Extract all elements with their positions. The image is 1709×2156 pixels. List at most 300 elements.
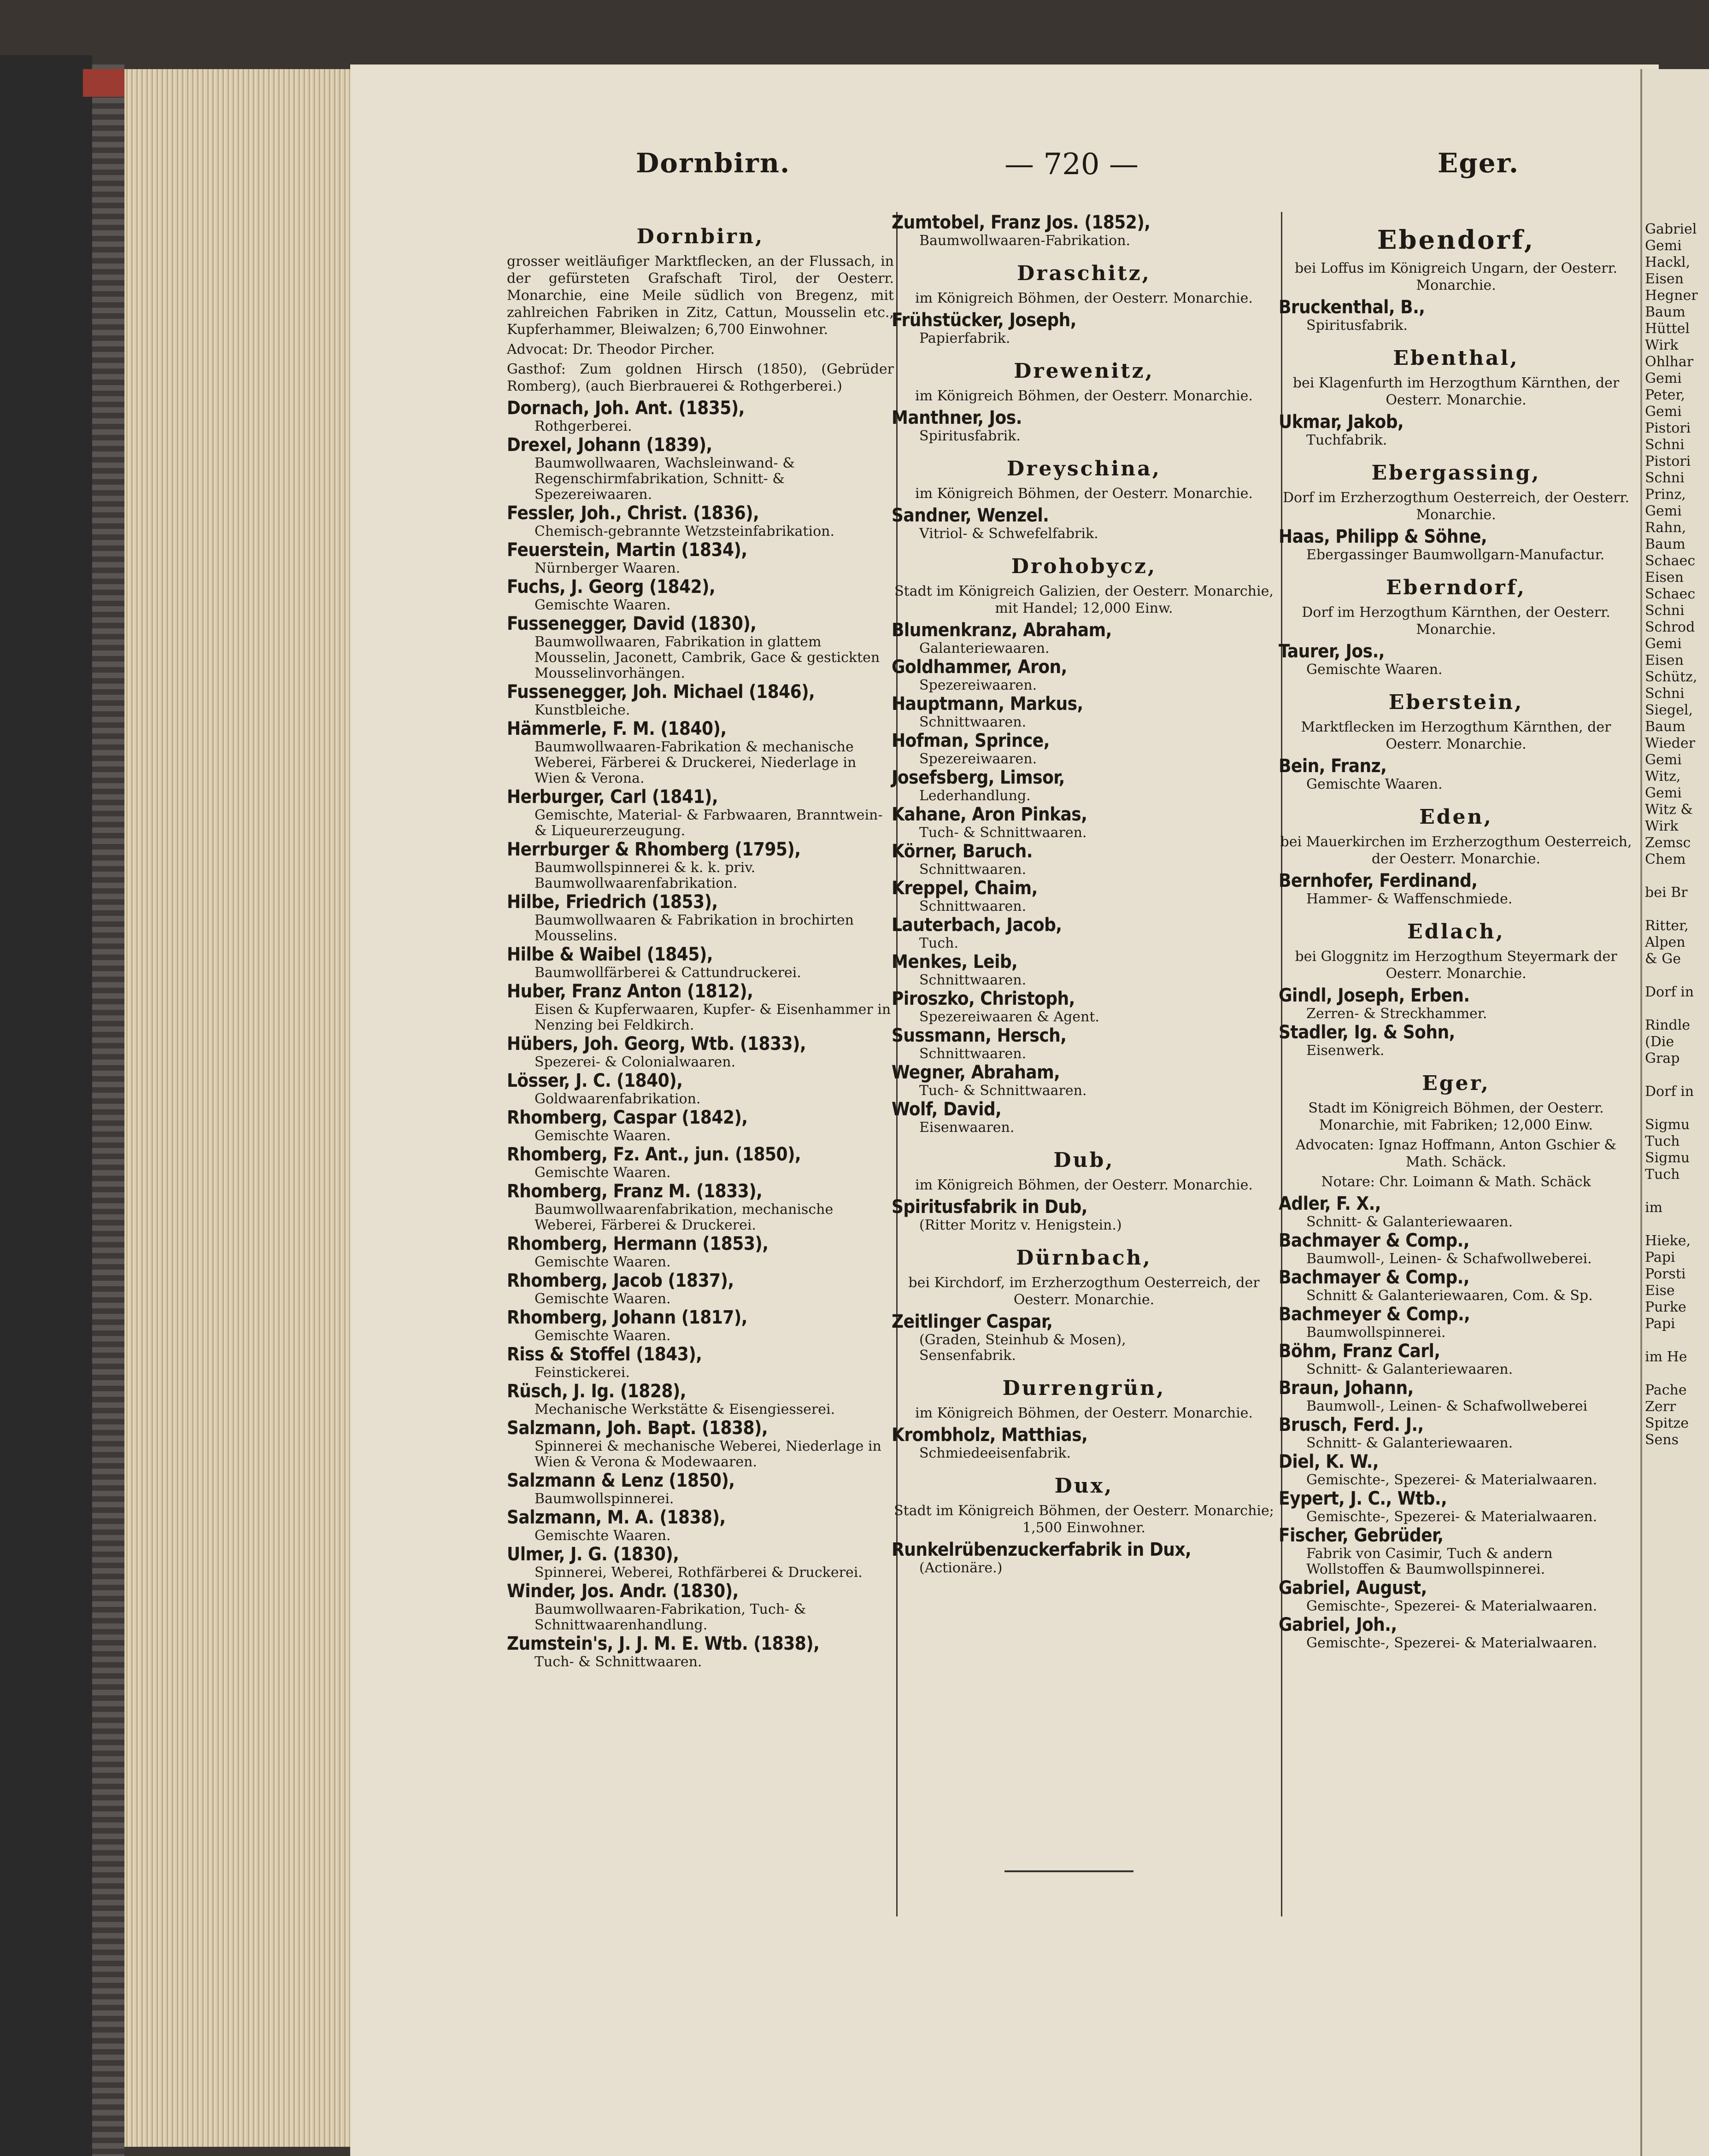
place-heading: Dreyschina,	[1007, 457, 1161, 480]
firm-description: Galanteriewaaren.	[919, 640, 1050, 656]
place-heading: Drewenitz,	[1014, 359, 1154, 383]
firm-name: Blumenkranz, Abraham,	[892, 620, 1112, 641]
directory-entry	[892, 212, 1276, 249]
directory-entry	[892, 878, 1276, 914]
firm-name: Rhomberg, Franz M. (1833),	[507, 1181, 763, 1202]
firm-description: Baumwollspinnerei.	[1306, 1324, 1446, 1341]
firm-name: Lösser, J. C. (1840),	[507, 1070, 683, 1091]
place-description: bei Mauerkirchen im Erzherzogthum Oesterreich, der Oesterr. Monarchie.	[1280, 834, 1632, 867]
place-heading: Dornbirn,	[636, 225, 764, 248]
directory-entry	[1279, 756, 1633, 792]
directory-entry	[507, 1307, 894, 1344]
next-page-text: Schaec	[1645, 586, 1696, 602]
firm-description: Gemischte-, Spezerei- & Materialwaaren.	[1306, 1635, 1597, 1651]
column-2	[892, 212, 1276, 1576]
firm-name: Feuerstein, Martin (1834),	[507, 539, 747, 561]
place-description: Advocaten: Ignaz Hoffmann, Anton Gschier & Math. Schäck.	[1296, 1137, 1616, 1170]
next-page-text: Gemi	[1645, 404, 1682, 420]
directory-entry	[507, 944, 894, 981]
next-page-fragment	[1640, 69, 1709, 2156]
firm-name: Eypert, J. C., Wtb.,	[1279, 1488, 1447, 1509]
firm-name: Menkes, Leib,	[892, 951, 1018, 973]
firm-description: Gemischte Waaren.	[534, 1254, 671, 1270]
next-page-text	[1642, 868, 1709, 885]
firm-name: Taurer, Jos.,	[1279, 641, 1385, 662]
firm-name: Fuchs, J. Georg (1842),	[507, 576, 716, 598]
firm-description: Spinnerei & mechanische Weberei, Niederlage in Wien & Verona & Modewaaren.	[534, 1438, 881, 1470]
place-heading: Dux,	[1054, 1474, 1114, 1498]
firm-name: Dornach, Joh. Ant. (1835),	[507, 398, 745, 419]
firm-name: Huber, Franz Anton (1812),	[507, 981, 753, 1002]
directory-entry	[507, 1381, 894, 1418]
next-page-text: Baum	[1645, 719, 1686, 735]
directory-entry	[1279, 1488, 1633, 1525]
directory-entry	[507, 786, 894, 839]
firm-name: Goldhammer, Aron,	[892, 656, 1067, 678]
directory-entry	[507, 718, 894, 786]
next-page-text	[1642, 1332, 1709, 1349]
firm-description: Chemisch-gebrannte Wetzsteinfabrikation.	[534, 523, 834, 539]
firm-name: Bruckenthal, B.,	[1279, 297, 1425, 318]
firm-name: Fischer, Gebrüder,	[1279, 1525, 1444, 1546]
place-heading: Edlach,	[1407, 920, 1505, 943]
firm-description: Baumwollwaarenfabrikation, mechanische Weberei, Färberei & Druckerei.	[534, 1201, 834, 1233]
place-description: bei Gloggnitz im Herzogthum Steyermark der Oesterr. Monarchie.	[1295, 949, 1617, 982]
next-page-text: Tuch	[1645, 1133, 1680, 1149]
firm-name: Hofman, Sprince,	[892, 730, 1050, 751]
next-page-text: Sigmu	[1645, 1150, 1690, 1166]
firm-description: Gemischte Waaren.	[1306, 776, 1443, 792]
firm-description: Gemischte Waaren.	[534, 1165, 671, 1181]
directory-entry	[892, 914, 1276, 951]
place-description: im Königreich Böhmen, der Oesterr. Monarchie.	[915, 388, 1253, 404]
firm-name: Rhomberg, Hermann (1853),	[507, 1233, 769, 1254]
firm-description: Tuch- & Schnittwaaren.	[919, 825, 1087, 841]
firm-description: Papierfabrik.	[919, 330, 1010, 346]
place-heading: Ebendorf,	[1377, 225, 1535, 255]
firm-description: Sensenfabrik.	[919, 1348, 1016, 1364]
firm-description: Gemischte Waaren.	[534, 1128, 671, 1144]
directory-entry	[507, 503, 894, 539]
firm-name: Josefsberg, Limsor,	[892, 767, 1065, 788]
directory-entry	[507, 1418, 894, 1470]
firm-name: Hilbe & Waibel (1845),	[507, 944, 713, 965]
firm-name: Rhomberg, Fz. Ant., jun. (1850),	[507, 1144, 801, 1165]
firm-description: Kunstbleiche.	[534, 702, 630, 718]
firm-description: Schnitt- & Galanteriewaaren.	[1306, 1214, 1513, 1230]
directory-entry	[507, 1181, 894, 1233]
next-page-text: Chem	[1645, 851, 1686, 867]
firm-name: Haas, Philipp & Söhne,	[1279, 526, 1487, 547]
directory-entry	[892, 988, 1276, 1025]
firm-name: Lauterbach, Jacob,	[892, 914, 1062, 936]
firm-name: Salzmann, M. A. (1838),	[507, 1507, 726, 1528]
directory-entry	[507, 891, 894, 944]
next-page-text: Ritter,	[1645, 918, 1689, 934]
firm-description: Eisenwerk.	[1306, 1043, 1385, 1059]
next-page-text: Schni	[1645, 685, 1685, 702]
firm-description: Feinstickerei.	[534, 1365, 630, 1381]
directory-entry	[507, 1233, 894, 1270]
end-rule	[1004, 1870, 1133, 1872]
firm-name: Riss & Stoffel (1843),	[507, 1344, 702, 1365]
directory-entry	[507, 613, 894, 681]
place-heading: Eger,	[1422, 1072, 1490, 1095]
firm-description: (Actionäre.)	[919, 1560, 1003, 1576]
place-description: grosser weitläufiger Marktflecken, an der Flussach, in der gefürsteten Grafschaft Tirol, der Oesterr. Monarchie, eine Meile südlich von Bregenz, mit zahlreichen Fabriken in Zitz, Cattun, Mousselin etc., Kupferhammer, Bleiwalzen; 6,700 Einwohner.	[507, 253, 894, 338]
firm-description: Baumwoll-, Leinen- & Schafwollweberei	[1306, 1398, 1588, 1414]
page-number: — 720 —	[1004, 147, 1139, 182]
firm-description: Goldwaarenfabrikation.	[534, 1091, 701, 1107]
next-page-text: Eise	[1645, 1283, 1675, 1299]
firm-name: Piroszko, Christoph,	[892, 988, 1075, 1009]
firm-name: Wolf, David,	[892, 1099, 1002, 1120]
next-page-text: Prinz,	[1645, 486, 1686, 503]
directory-entry	[1279, 526, 1633, 563]
directory-entry	[1279, 1304, 1633, 1341]
next-page-text: Porsti	[1645, 1266, 1686, 1282]
firm-description: Schmiedeeisenfabrik.	[919, 1445, 1071, 1461]
firm-name: Winder, Jos. Andr. (1830),	[507, 1581, 739, 1602]
firm-name: Bernhofer, Ferdinand,	[1279, 870, 1478, 891]
directory-entry	[1279, 1230, 1633, 1267]
firm-name: Hämmerle, F. M. (1840),	[507, 718, 727, 739]
firm-description: Baumwollwaaren-Fabrikation & mechanische Weberei, Färberei & Druckerei, Niederlage in Wien & Verona.	[534, 739, 857, 786]
directory-entry	[1279, 1451, 1633, 1488]
directory-entry	[1279, 1614, 1633, 1651]
book-binding	[0, 55, 92, 2156]
firm-name: Körner, Baruch.	[892, 841, 1033, 862]
directory-entry	[507, 1270, 894, 1307]
place-description: Stadt im Königreich Böhmen, der Oesterr. Monarchie; 1,500 Einwohner.	[894, 1503, 1274, 1536]
next-page-text: Witz &	[1645, 802, 1693, 818]
firm-description: Gemischte Waaren.	[534, 1328, 671, 1344]
directory-entry	[1279, 1525, 1633, 1577]
next-page-text: Eisen	[1645, 652, 1684, 668]
next-page-text: Hüttel	[1645, 321, 1690, 337]
directory-entry	[507, 1507, 894, 1544]
firm-name: Manthner, Jos.	[892, 407, 1022, 428]
next-page-text: Gemi	[1645, 370, 1682, 387]
next-page-text: Wirk	[1645, 337, 1679, 353]
directory-entry	[892, 1424, 1276, 1461]
firm-name: Runkelrübenzuckerfabrik in Dux,	[892, 1539, 1192, 1560]
firm-description: Spinnerei, Weberei, Rothfärberei & Druckerei.	[534, 1564, 863, 1581]
place-description: Advocat: Dr. Theodor Pircher.	[507, 341, 715, 357]
directory-entry	[892, 656, 1276, 693]
directory-entry	[507, 1070, 894, 1107]
firm-description: Spiritusfabrik.	[1306, 317, 1408, 334]
next-page-text: Ohlhar	[1645, 354, 1694, 370]
next-page-text: Schrod	[1645, 619, 1695, 635]
firm-name: Salzmann, Joh. Bapt. (1838),	[507, 1418, 768, 1439]
next-page-text: Gemi	[1645, 636, 1682, 652]
next-page-text: Eisen	[1645, 271, 1684, 287]
directory-entry	[507, 1470, 894, 1507]
firm-description: Spezerei- & Colonialwaaren.	[534, 1054, 736, 1070]
firm-description: Baumwollwaaren-Fabrikation.	[919, 233, 1131, 249]
firm-name: Bein, Franz,	[1279, 756, 1387, 777]
place-description: bei Klagenfurth im Herzogthum Kärnthen, der Oesterr. Monarchie.	[1292, 375, 1620, 408]
place-description: Marktflecken im Herzogthum Kärnthen, der Oesterr. Monarchie.	[1301, 719, 1611, 752]
next-page-text: Gemi	[1645, 752, 1682, 768]
directory-entry	[1279, 1577, 1633, 1614]
firm-name: Rüsch, J. Ig. (1828),	[507, 1381, 687, 1402]
firm-description: Baumwollspinnerei.	[534, 1491, 674, 1507]
next-page-text: Papi	[1645, 1249, 1675, 1265]
firm-description: Hammer- & Waffenschmiede.	[1306, 891, 1513, 907]
next-page-text: Peter,	[1645, 387, 1685, 403]
place-heading: Drohobycz,	[1011, 555, 1157, 578]
next-page-text: Dorf in	[1645, 984, 1694, 1000]
running-head-left: Dornbirn.	[636, 147, 791, 179]
firm-name: Herburger, Carl (1841),	[507, 786, 718, 808]
directory-entry	[892, 693, 1276, 730]
directory-entry	[892, 804, 1276, 841]
firm-description: Baumwollspinnerei & k. k. priv. Baumwollwaarenfabrikation.	[534, 860, 756, 891]
next-page-text: Baum	[1645, 536, 1686, 552]
next-page-text: Eisen	[1645, 569, 1684, 586]
next-page-text: Zemsc	[1645, 835, 1691, 851]
firm-name: Krombholz, Matthias,	[892, 1424, 1088, 1446]
firm-name: Gindl, Joseph, Erben.	[1279, 985, 1470, 1006]
directory-entry	[1279, 1377, 1633, 1414]
firm-name: Diel, K. W.,	[1279, 1451, 1379, 1472]
firm-description: Vitriol- & Schwefelfabrik.	[919, 526, 1098, 542]
next-page-text: Grap	[1645, 1050, 1680, 1066]
place-description: im Königreich Böhmen, der Oesterr. Monarchie.	[915, 1177, 1253, 1193]
firm-name: Spiritusfabrik in Dub,	[892, 1196, 1087, 1218]
firm-name: Bachmayer & Comp.,	[1279, 1267, 1469, 1288]
directory-entry	[892, 407, 1276, 444]
directory-entry	[507, 839, 894, 891]
place-description: Gasthof: Zum goldnen Hirsch (1850), (Gebrüder Romberg), (auch Bierbrauerei & Rothgerberei.)	[507, 361, 894, 394]
place-heading: Dub,	[1053, 1148, 1115, 1172]
next-page-text: Tuch	[1645, 1166, 1680, 1183]
next-page-text: Pistori	[1645, 453, 1691, 469]
directory-entry	[507, 1033, 894, 1070]
firm-name: Frühstücker, Joseph,	[892, 310, 1076, 331]
firm-description: Gemischte Waaren.	[1306, 662, 1443, 678]
firm-name: Sussmann, Hersch,	[892, 1025, 1067, 1046]
next-page-text: Wieder	[1645, 735, 1695, 751]
firm-name: Hauptmann, Markus,	[892, 693, 1083, 715]
firm-description: Schnittwaaren.	[919, 898, 1027, 914]
firm-description: Baumwollwaaren & Fabrikation in brochirten Mousselins.	[534, 912, 854, 944]
firm-name: Rhomberg, Johann (1817),	[507, 1307, 747, 1328]
directory-entry	[892, 767, 1276, 804]
next-page-text: Pache	[1645, 1382, 1687, 1398]
firm-description: Schnitt & Galanteriewaaren, Com. & Sp.	[1306, 1288, 1593, 1304]
directory-entry	[1279, 641, 1633, 678]
next-page-text	[1642, 901, 1709, 918]
firm-name: Zumstein's, J. J. M. E. Wtb. (1838),	[507, 1633, 820, 1654]
next-page-text: Hackl,	[1645, 254, 1691, 270]
place-description: im Königreich Böhmen, der Oesterr. Monarchie.	[915, 486, 1253, 502]
next-page-text: Alpen	[1645, 934, 1686, 950]
firm-name: Wegner, Abraham,	[892, 1062, 1060, 1083]
firm-description: Rothgerberei.	[534, 418, 632, 434]
firm-description: Schnittwaaren.	[919, 1046, 1027, 1062]
firm-name: Herrburger & Rhomberg (1795),	[507, 839, 801, 860]
firm-name: Hübers, Joh. Georg, Wtb. (1833),	[507, 1033, 806, 1055]
place-description: bei Kirchdorf, im Erzherzogthum Oesterreich, der Oesterr. Monarchie.	[908, 1275, 1260, 1308]
firm-name: Stadler, Ig. & Sohn,	[1279, 1022, 1455, 1043]
firm-description: Baumwollwaaren, Wachsleinwand- & Regenschirmfabrikation, Schnitt- & Spezereiwaaren.	[534, 455, 795, 503]
directory-entry	[507, 398, 894, 434]
firm-name: Ulmer, J. G. (1830),	[507, 1544, 679, 1565]
directory-entry	[892, 1062, 1276, 1099]
place-description: Notare: Chr. Loimann & Math. Schäck	[1321, 1174, 1591, 1190]
firm-name: Zeitlinger Caspar,	[892, 1311, 1053, 1332]
place-description: bei Loffus im Königreich Ungarn, der Oesterr. Monarchie.	[1294, 260, 1618, 293]
firm-name: Bachmeyer & Comp.,	[1279, 1304, 1470, 1325]
directory-entry	[1279, 411, 1633, 448]
running-head-right: Eger.	[1438, 147, 1520, 179]
firm-name: Fessler, Joh., Christ. (1836),	[507, 503, 759, 524]
firm-description: Tuch.	[919, 935, 958, 951]
next-page-text: Schni	[1645, 437, 1685, 453]
directory-entry	[892, 1025, 1276, 1062]
directory-entry	[507, 539, 894, 576]
next-page-text: Zerr	[1645, 1399, 1676, 1415]
directory-entry	[892, 310, 1276, 346]
firm-name: Brusch, Ferd. J.,	[1279, 1414, 1424, 1435]
firm-description: Eisen & Kupferwaaren, Kupfer- & Eisenhammer in Nenzing bei Feldkirch.	[534, 1002, 891, 1033]
directory-entry	[507, 1633, 894, 1670]
next-page-text: Gemi	[1645, 238, 1682, 254]
firm-description: Ebergassinger Baumwollgarn-Manufactur.	[1306, 547, 1605, 563]
firm-description: Baumwollfärberei & Cattundruckerei.	[534, 965, 801, 981]
next-page-text: Pistori	[1645, 420, 1691, 436]
next-page-text: Schütz,	[1645, 669, 1697, 685]
next-page-text: Purke	[1645, 1299, 1686, 1315]
firm-description: Nürnberger Waaren.	[534, 560, 681, 576]
firm-description: Zerren- & Streckhammer.	[1306, 1006, 1487, 1022]
firm-name: Ukmar, Jakob,	[1279, 411, 1404, 433]
next-page-text	[1642, 1067, 1709, 1084]
next-page-text	[1642, 967, 1709, 984]
next-page-text: Sigmu	[1645, 1117, 1690, 1133]
directory-entry	[507, 1581, 894, 1633]
directory-entry	[892, 620, 1276, 656]
firm-description: Mechanische Werkstätte & Eisengiesserei.	[534, 1401, 835, 1418]
place-heading: Ebenthal,	[1393, 346, 1519, 370]
next-page-text	[1642, 1183, 1709, 1200]
firm-description: Schnittwaaren.	[919, 861, 1027, 878]
firm-description: Gemischte-, Spezerei- & Materialwaaren.	[1306, 1598, 1597, 1614]
next-page-text: Dorf in	[1645, 1084, 1694, 1100]
next-page-text: Schni	[1645, 603, 1685, 619]
firm-description: Baumwollwaaren-Fabrikation, Tuch- & Schnittwaarenhandlung.	[534, 1601, 806, 1633]
place-heading: Draschitz,	[1017, 262, 1151, 285]
firm-name: Rhomberg, Jacob (1837),	[507, 1270, 734, 1291]
directory-entry	[507, 1344, 894, 1381]
directory-entry	[1279, 1022, 1633, 1059]
column-1	[507, 212, 894, 1670]
firm-description: Schnittwaaren.	[919, 714, 1027, 730]
place-description: im Königreich Böhmen, der Oesterr. Monarchie.	[915, 290, 1253, 306]
firm-description: Spiritusfabrik.	[919, 428, 1021, 444]
next-page-text: Gabriel	[1645, 221, 1697, 237]
directory-entry	[892, 730, 1276, 767]
firm-name: Kahane, Aron Pinkas,	[892, 804, 1087, 825]
firm-name: Zumtobel, Franz Jos. (1852),	[892, 212, 1151, 233]
firm-name: Kreppel, Chaim,	[892, 878, 1038, 899]
next-page-text: Gemi	[1645, 503, 1682, 519]
firm-name: Braun, Johann,	[1279, 1377, 1414, 1399]
directory-entry	[892, 951, 1276, 988]
next-page-text: Rahn,	[1645, 520, 1686, 536]
next-page-text: Witz,	[1645, 768, 1681, 785]
place-heading: Eberndorf,	[1386, 576, 1527, 599]
firm-name: Rhomberg, Caspar (1842),	[507, 1107, 748, 1128]
next-page-text: (Die	[1645, 1034, 1674, 1050]
firm-name: Böhm, Franz Carl,	[1279, 1341, 1440, 1362]
firm-description: Tuchfabrik.	[1306, 432, 1387, 448]
next-page-text: Rindle	[1645, 1017, 1691, 1033]
firm-description: Spezereiwaaren & Agent.	[919, 1009, 1099, 1025]
next-page-text	[1642, 1365, 1709, 1382]
firm-description: Spezereiwaaren.	[919, 677, 1037, 693]
directory-entry	[1279, 1193, 1633, 1230]
place-description: im Königreich Böhmen, der Oesterr. Monarchie.	[915, 1405, 1253, 1421]
directory-entry	[507, 981, 894, 1033]
next-page-text: Papi	[1645, 1316, 1675, 1332]
next-page-text	[1642, 1100, 1709, 1117]
next-page-text	[1642, 1001, 1709, 1017]
directory-entry	[507, 576, 894, 613]
firm-description: Gemischte-, Spezerei- & Materialwaaren.	[1306, 1472, 1597, 1488]
next-page-text: Hieke,	[1645, 1233, 1691, 1249]
firm-description: Gemischte Waaren.	[534, 597, 671, 613]
next-page-text: Baum	[1645, 304, 1686, 320]
firm-description: Schnittwaaren.	[919, 972, 1027, 988]
next-page-text: bei Br	[1645, 885, 1688, 901]
firm-description: Gemischte Waaren.	[534, 1291, 671, 1307]
directory-entry	[1279, 870, 1633, 907]
firm-name: Sandner, Wenzel.	[892, 505, 1049, 526]
place-description: Stadt im Königreich Galizien, der Oesterr. Monarchie, mit Handel; 12,000 Einw.	[894, 583, 1274, 616]
firm-description: Lederhandlung.	[919, 788, 1031, 804]
next-page-text: Schni	[1645, 470, 1685, 486]
directory-entry	[892, 1099, 1276, 1136]
directory-entry	[507, 681, 894, 718]
page-edges	[124, 69, 382, 2147]
directory-entry	[892, 841, 1276, 878]
firm-name: Salzmann & Lenz (1850),	[507, 1470, 735, 1491]
directory-entry	[507, 1107, 894, 1144]
place-heading: Durrengrün,	[1002, 1377, 1166, 1400]
next-page-text: im He	[1645, 1349, 1687, 1365]
place-description: Dorf im Herzogthum Kärnthen, der Oesterr. Monarchie.	[1302, 604, 1610, 638]
place-heading: Dürnbach,	[1016, 1246, 1152, 1270]
firm-description: Schnitt- & Galanteriewaaren.	[1306, 1361, 1513, 1377]
firm-description: Gemischte Waaren.	[534, 1528, 671, 1544]
next-page-text: Gemi	[1645, 785, 1682, 801]
next-page-text: & Ge	[1645, 951, 1681, 967]
firm-name: Hilbe, Friedrich (1853),	[507, 891, 718, 913]
place-heading: Eden,	[1419, 805, 1493, 829]
place-heading: Eberstein,	[1388, 691, 1524, 714]
directory-entry	[507, 1544, 894, 1581]
directory-entry	[1279, 1414, 1633, 1451]
directory-entry	[1279, 297, 1633, 334]
firm-name: Adler, F. X.,	[1279, 1193, 1381, 1214]
next-page-text: Schaec	[1645, 553, 1696, 569]
firm-description: Fabrik von Casimir, Tuch & andern Wollstoffen & Baumwollspinnerei.	[1306, 1546, 1553, 1577]
firm-name: Fussenegger, Joh. Michael (1846),	[507, 681, 815, 703]
